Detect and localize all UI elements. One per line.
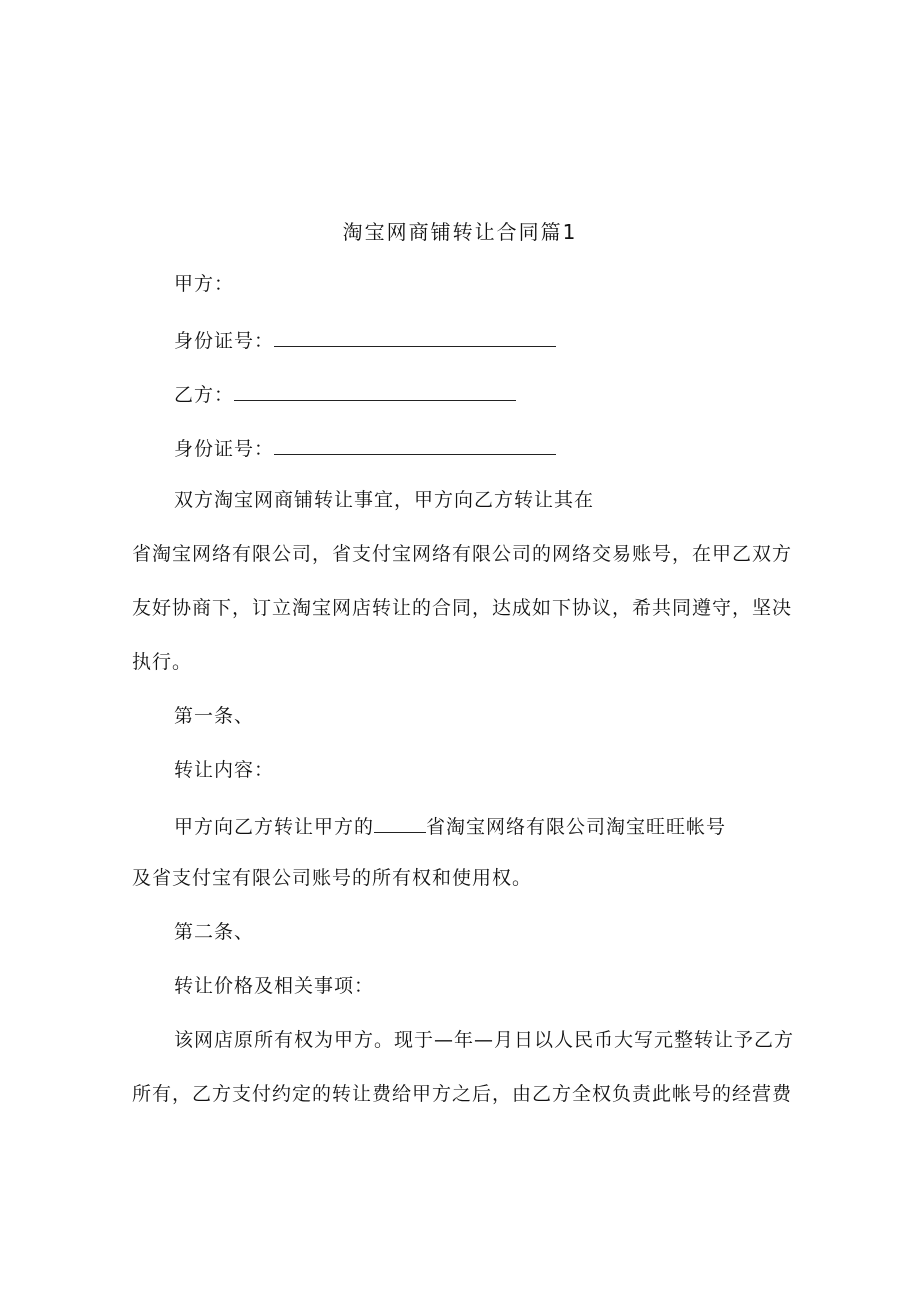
party-a-id-blank	[274, 324, 556, 347]
paragraph-intro-line-1: 双方淘宝网商铺转让事宜，甲方向乙方转让其在	[174, 489, 595, 511]
party-a-id-label: 身份证号：	[174, 330, 275, 352]
article-2-line-2: 所有，乙方支付约定的转让费给甲方之后，由乙方全权负责此帐号的经营费	[132, 1083, 793, 1105]
paragraph-intro-line-4: 执行。	[132, 651, 193, 673]
article-1-suffix: 省淘宝网络有限公司淘宝旺旺帐号	[426, 816, 727, 838]
party-a-line	[174, 270, 234, 298]
party-b-line	[174, 378, 516, 409]
party-b-id-line	[174, 432, 556, 463]
party-a-id-line	[174, 324, 556, 355]
party-b-label: 乙方：	[174, 384, 235, 406]
paragraph-intro-line-2: 省淘宝网络有限公司，省支付宝网络有限公司的网络交易账号，在甲乙双方	[132, 543, 793, 565]
article-2-heading: 转让价格及相关事项：	[174, 975, 375, 997]
paragraph-intro-line-3: 友好协商下，订立淘宝网店转让的合同，达成如下协议，希共同遵守，坚决	[132, 597, 793, 619]
article-2-line-1: 该网店原所有权为甲方。现于—年—月日以人民币大写元整转让予乙方	[174, 1029, 795, 1051]
article-2-label: 第二条、	[174, 921, 255, 943]
article-1-line-2: 及省支付宝有限公司账号的所有权和使用权。	[132, 867, 533, 889]
province-blank	[374, 810, 426, 833]
party-b-id-label: 身份证号：	[174, 438, 275, 460]
document-title: 淘宝网商铺转让合同篇1	[342, 220, 578, 244]
party-b-id-blank	[274, 432, 556, 455]
article-1-label: 第一条、	[174, 705, 255, 727]
article-1-prefix: 甲方向乙方转让甲方的	[174, 816, 375, 838]
party-b-blank	[234, 378, 516, 401]
party-a-label: 甲方：	[174, 273, 235, 295]
article-1-heading: 转让内容：	[174, 759, 275, 781]
article-1-line-1	[174, 810, 726, 841]
